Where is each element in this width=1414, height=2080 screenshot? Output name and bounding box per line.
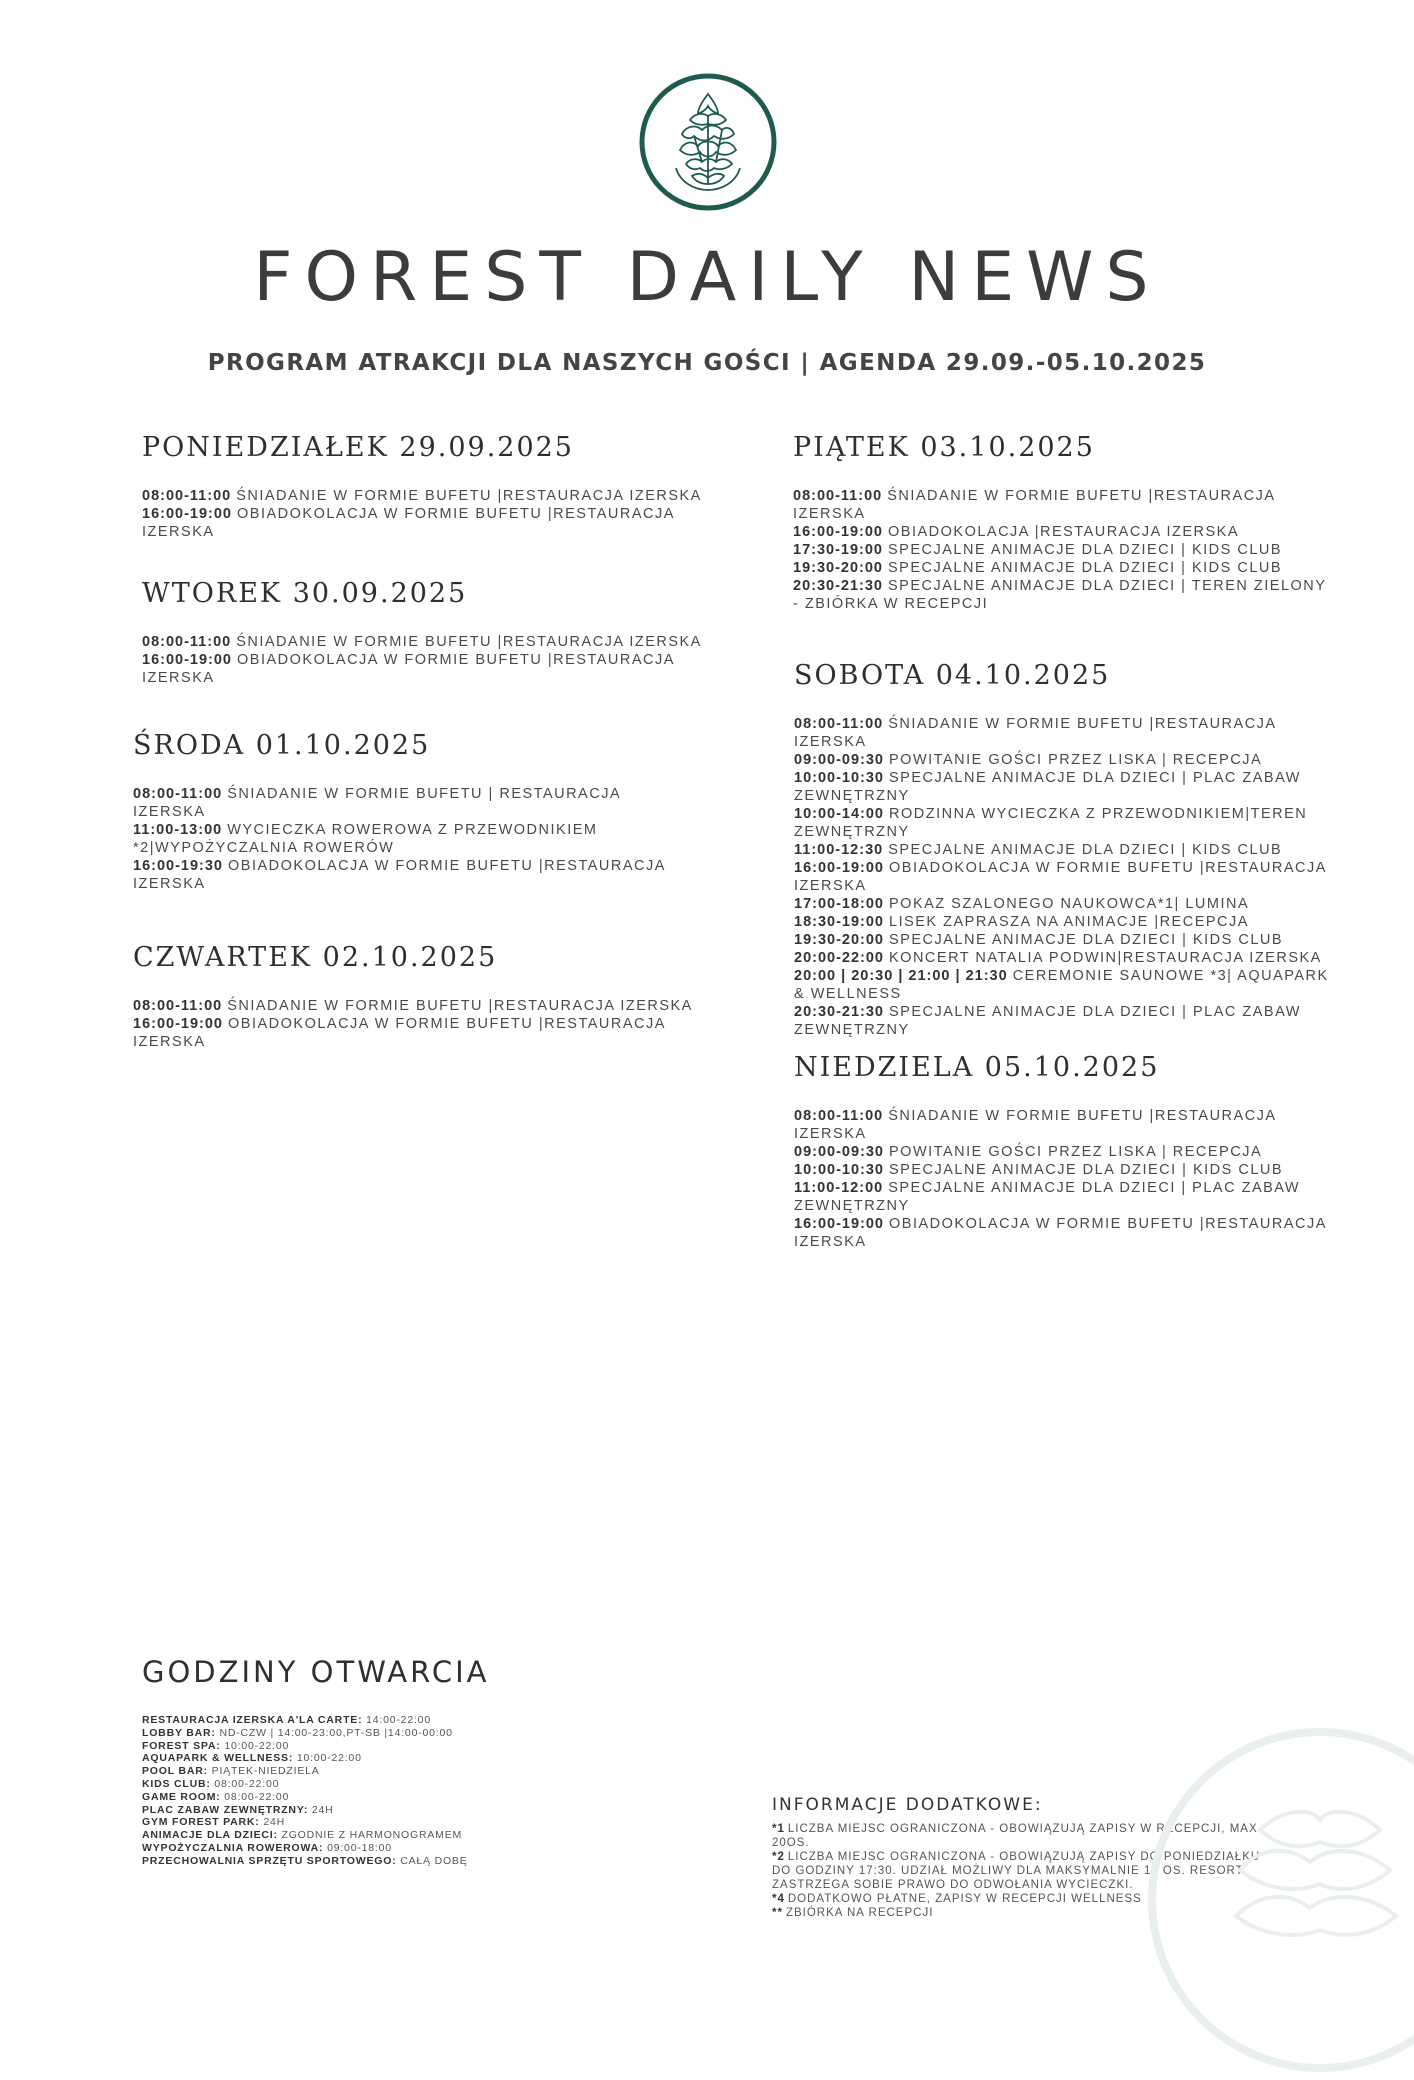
item-time: 08:00-11:00	[133, 998, 223, 1014]
hours-row	[142, 1816, 642, 1829]
item-time: 19:30-20:00	[794, 932, 884, 948]
hours-value: 10:00-22:00	[296, 1752, 362, 1765]
item-text: SPECJALNE ANIMACJE DLA DZIECI | KIDS CLUB	[889, 932, 1284, 948]
item-time: 16:00-19:00	[133, 1016, 223, 1032]
item-text: SPECJALNE ANIMACJE DLA DZIECI | KIDS CLUB	[888, 542, 1283, 558]
hours-value: CAŁĄ DOBĘ	[400, 1854, 468, 1867]
hours-label: POOL BAR:	[142, 1765, 208, 1778]
item-time: 08:00-11:00	[794, 716, 884, 732]
list-item	[794, 805, 1334, 841]
item-text: ŚNIADANIE W FORMIE BUFETU |RESTAURACJA IZERSKA	[236, 634, 702, 650]
day-title: PIĄTEK 03.10.2025	[793, 432, 1095, 463]
hours-label: PRZECHOWALNIA SPRZĘTU SPORTOWEGO:	[142, 1854, 397, 1867]
day-tuesday	[142, 578, 702, 687]
hours-value: 24H	[263, 1816, 285, 1829]
hours-value: 10:00-22:00	[224, 1739, 290, 1752]
item-text: SPECJALNE ANIMACJE DLA DZIECI | PLAC ZABAW ZEWNĘTRZNY	[794, 1004, 1301, 1038]
hours-label: LOBBY BAR:	[142, 1726, 216, 1739]
item-text: SPECJALNE ANIMACJE DLA DZIECI | PLAC ZABAW ZEWNĘTRZNY	[794, 1180, 1301, 1214]
item-text: KONCERT NATALIA PODWIN|RESTAURACJA IZERSKA	[889, 950, 1322, 966]
item-time: 08:00-11:00	[794, 1108, 884, 1124]
hours-value: 08:00-22:00	[214, 1777, 280, 1790]
day-title: ŚRODA 01.10.2025	[133, 730, 431, 761]
item-text: ŚNIADANIE W FORMIE BUFETU | RESTAURACJA IZERSKA	[133, 786, 621, 820]
hours-row	[142, 1829, 642, 1842]
item-text: OBIADOKOLACJA W FORMIE BUFETU |RESTAURACJA IZERSKA	[133, 858, 666, 892]
hours-row	[142, 1714, 642, 1727]
day-friday	[793, 432, 1333, 613]
day-monday	[142, 432, 702, 541]
day-title: PONIEDZIAŁEK 29.09.2025	[142, 432, 574, 463]
item-text: WYCIECZKA ROWEROWA Z PRZEWODNIKIEM *2|WYPOŻYCZALNIA ROWERÓW	[133, 822, 598, 856]
item-time: 09:00-09:30	[794, 1144, 884, 1160]
item-time: 08:00-11:00	[793, 488, 883, 504]
list-item	[793, 541, 1333, 559]
item-text: SPECJALNE ANIMACJE DLA DZIECI | KIDS CLUB	[888, 842, 1283, 858]
item-text: SPECJALNE ANIMACJE DLA DZIECI | KIDS CLUB	[888, 560, 1283, 576]
hours-value: 08:00-22:00	[224, 1790, 290, 1803]
info-mark: *1	[772, 1823, 785, 1835]
hours-row	[142, 1842, 642, 1855]
item-time: 10:00-10:30	[794, 770, 884, 786]
item-time: 18:30-19:00	[794, 914, 884, 930]
item-text: LISEK ZAPRASZA NA ANIMACJE |RECEPCJA	[889, 914, 1249, 930]
list-item	[794, 715, 1334, 751]
item-text: OBIADOKOLACJA W FORMIE BUFETU |RESTAURACJA IZERSKA	[142, 652, 675, 686]
day-sunday	[794, 1052, 1334, 1251]
list-item	[793, 577, 1333, 613]
info-text: LICZBA MIEJSC OGRANICZONA - OBOWIĄZUJĄ ZAPISY DO PONIEDZIAŁKU DO GODZINY 17:30. UDZIAŁ MOŻLIWY DLA MAKSYMALNIE 15 OS. RESORT ZASTRZEGA SOBIE PRAWO DO ODWOŁANIA WYCIECZKI.	[772, 1851, 1261, 1891]
item-time: 16:00-19:00	[794, 860, 884, 876]
list-item	[794, 1161, 1334, 1179]
day-title: SOBOTA 04.10.2025	[794, 660, 1111, 691]
hours-label: GAME ROOM:	[142, 1790, 221, 1803]
opening-hours-title: GODZINY OTWARCIA	[142, 1655, 490, 1689]
item-text: ŚNIADANIE W FORMIE BUFETU |RESTAURACJA IZERSKA	[236, 488, 702, 504]
item-time: 20:30-21:30	[794, 1004, 884, 1020]
list-item	[793, 523, 1333, 541]
list-item	[794, 949, 1334, 967]
list-item	[794, 769, 1334, 805]
pinecone-watermark-icon	[1140, 1720, 1414, 2080]
item-text: ŚNIADANIE W FORMIE BUFETU |RESTAURACJA IZERSKA	[794, 716, 1276, 750]
list-item	[142, 651, 702, 687]
list-item	[133, 857, 693, 893]
list-item	[133, 785, 693, 821]
list-item	[794, 913, 1334, 931]
list-item	[793, 487, 1333, 523]
hours-row	[142, 1740, 642, 1753]
list-item	[794, 1107, 1334, 1143]
item-time: 11:00-13:00	[133, 822, 223, 838]
day-thursday	[133, 942, 693, 1051]
pinecone-logo-icon	[636, 72, 780, 212]
item-time: 10:00-10:30	[794, 1162, 884, 1178]
hours-row	[142, 1791, 642, 1804]
hours-row	[142, 1765, 642, 1778]
list-item	[794, 859, 1334, 895]
item-text: CEREMONIE SAUNOWE *3| AQUAPARK & WELLNESS	[794, 968, 1329, 1002]
list-item	[794, 967, 1334, 1003]
list-item	[794, 931, 1334, 949]
item-time: 11:00-12:30	[794, 842, 884, 858]
info-text: ZBIÓRKA NA RECEPCJI	[785, 1907, 934, 1919]
hours-row	[142, 1804, 642, 1817]
item-time: 11:00-12:00	[794, 1180, 884, 1196]
hours-value: ZGODNIE Z HARMONOGRAMEM	[281, 1829, 463, 1842]
hours-label: AQUAPARK & WELLNESS:	[142, 1752, 294, 1765]
list-item	[133, 997, 693, 1015]
item-time: 16:00-19:00	[794, 1216, 884, 1232]
hours-label: RESTAURACJA IZERSKA A'LA CARTE:	[142, 1714, 363, 1726]
item-time: 09:00-09:30	[794, 752, 884, 768]
item-text: OBIADOKOLACJA W FORMIE BUFETU |RESTAURACJA IZERSKA	[794, 1216, 1327, 1250]
opening-hours-list	[142, 1714, 642, 1868]
item-time: 20:00-22:00	[794, 950, 884, 966]
hours-label: ANIMACJE DLA DZIECI:	[142, 1829, 278, 1842]
item-text: POWITANIE GOŚCI PRZEZ LISKA | RECEPCJA	[889, 752, 1263, 768]
hours-label: GYM FOREST PARK:	[142, 1816, 260, 1829]
info-mark: *4	[772, 1893, 785, 1905]
hours-label: FOREST SPA:	[142, 1739, 221, 1752]
hours-row	[142, 1727, 642, 1740]
item-time: 16:00-19:00	[142, 506, 232, 522]
info-mark: *2	[772, 1851, 785, 1863]
hours-value: ND-CZW | 14:00-23:00,PT-SB |14:00-00:00	[219, 1726, 453, 1739]
info-mark: **	[772, 1907, 783, 1919]
hours-label: PLAC ZABAW ZEWNĘTRZNY:	[142, 1803, 309, 1816]
item-text: SPECJALNE ANIMACJE DLA DZIECI | PLAC ZABAW ZEWNĘTRZNY	[794, 770, 1301, 804]
item-text: OBIADOKOLACJA W FORMIE BUFETU |RESTAURACJA IZERSKA	[133, 1016, 666, 1050]
item-text: RODZINNA WYCIECZKA Z PRZEWODNIKIEM|TEREN ZEWNĘTRZNY	[794, 806, 1308, 840]
list-item	[794, 751, 1334, 769]
day-wednesday	[133, 730, 693, 893]
item-time: 16:00-19:30	[133, 858, 223, 874]
item-text: OBIADOKOLACJA W FORMIE BUFETU |RESTAURACJA IZERSKA	[794, 860, 1327, 894]
item-text: OBIADOKOLACJA W FORMIE BUFETU |RESTAURACJA IZERSKA	[142, 506, 675, 540]
item-text: ŚNIADANIE W FORMIE BUFETU |RESTAURACJA IZERSKA	[794, 1108, 1276, 1142]
list-item	[794, 895, 1334, 913]
list-item	[142, 633, 702, 651]
page-title: FOREST DAILY NEWS	[253, 238, 1161, 317]
item-time: 20:30-21:30	[793, 578, 883, 594]
hours-row	[142, 1778, 642, 1791]
list-item	[794, 1179, 1334, 1215]
hours-value: PIĄTEK-NIEDZIELA	[211, 1765, 320, 1778]
day-title: NIEDZIELA 05.10.2025	[794, 1052, 1160, 1083]
item-time: 17:00-18:00	[794, 896, 884, 912]
list-item	[133, 821, 693, 857]
item-time: 08:00-11:00	[133, 786, 223, 802]
list-item	[142, 505, 702, 541]
item-time: 08:00-11:00	[142, 488, 232, 504]
list-item	[142, 487, 702, 505]
hours-row	[142, 1855, 642, 1868]
hours-value: 09:00-18:00	[327, 1841, 392, 1854]
info-text: DODATKOWO PŁATNE, ZAPISY W RECEPCJI WELLNESS	[787, 1893, 1142, 1905]
item-text: SPECJALNE ANIMACJE DLA DZIECI | TEREN ZIELONY - ZBIÓRKA W RECEPCJI	[793, 578, 1327, 612]
hours-label: KIDS CLUB:	[142, 1777, 211, 1790]
item-text: POKAZ SZALONEGO NAUKOWCA*1| LUMINA	[889, 896, 1250, 912]
item-time: 20:00 | 20:30 | 21:00 | 21:30	[794, 968, 1008, 984]
item-time: 17:30-19:00	[793, 542, 883, 558]
item-time: 16:00-19:00	[793, 524, 883, 540]
day-title: CZWARTEK 02.10.2025	[133, 942, 498, 973]
item-time: 08:00-11:00	[142, 634, 232, 650]
day-title: WTOREK 30.09.2025	[142, 578, 468, 609]
hours-value: 14:00-22:00	[366, 1714, 431, 1726]
list-item	[793, 559, 1333, 577]
hours-label: WYPOŻYCZALNIA ROWEROWA:	[142, 1841, 324, 1854]
list-item	[133, 1015, 693, 1051]
info-text: LICZBA MIEJSC OGRANICZONA - OBOWIĄZUJĄ ZAPISY W RECEPCJI, MAX 20OS.	[772, 1823, 1258, 1849]
day-saturday	[794, 660, 1334, 1039]
item-text: ŚNIADANIE W FORMIE BUFETU |RESTAURACJA IZERSKA	[793, 488, 1275, 522]
item-time: 10:00-14:00	[794, 806, 884, 822]
list-item	[794, 1143, 1334, 1161]
additional-info-title: INFORMACJE DODATKOWE:	[772, 1795, 1043, 1815]
item-text: SPECJALNE ANIMACJE DLA DZIECI | KIDS CLUB	[889, 1162, 1284, 1178]
item-text: OBIADOKOLACJA |RESTAURACJA IZERSKA	[888, 524, 1240, 540]
list-item	[794, 1215, 1334, 1251]
item-text: POWITANIE GOŚCI PRZEZ LISKA | RECEPCJA	[889, 1144, 1263, 1160]
item-time: 19:30-20:00	[793, 560, 883, 576]
list-item	[794, 1003, 1334, 1039]
hours-row	[142, 1752, 642, 1765]
item-text: ŚNIADANIE W FORMIE BUFETU |RESTAURACJA IZERSKA	[227, 998, 693, 1014]
hours-value: 24H	[311, 1803, 334, 1816]
page-subtitle: PROGRAM ATRAKCJI DLA NASZYCH GOŚCI | AGENDA 29.09.-05.10.2025	[207, 350, 1207, 376]
list-item	[794, 841, 1334, 859]
item-time: 16:00-19:00	[142, 652, 232, 668]
